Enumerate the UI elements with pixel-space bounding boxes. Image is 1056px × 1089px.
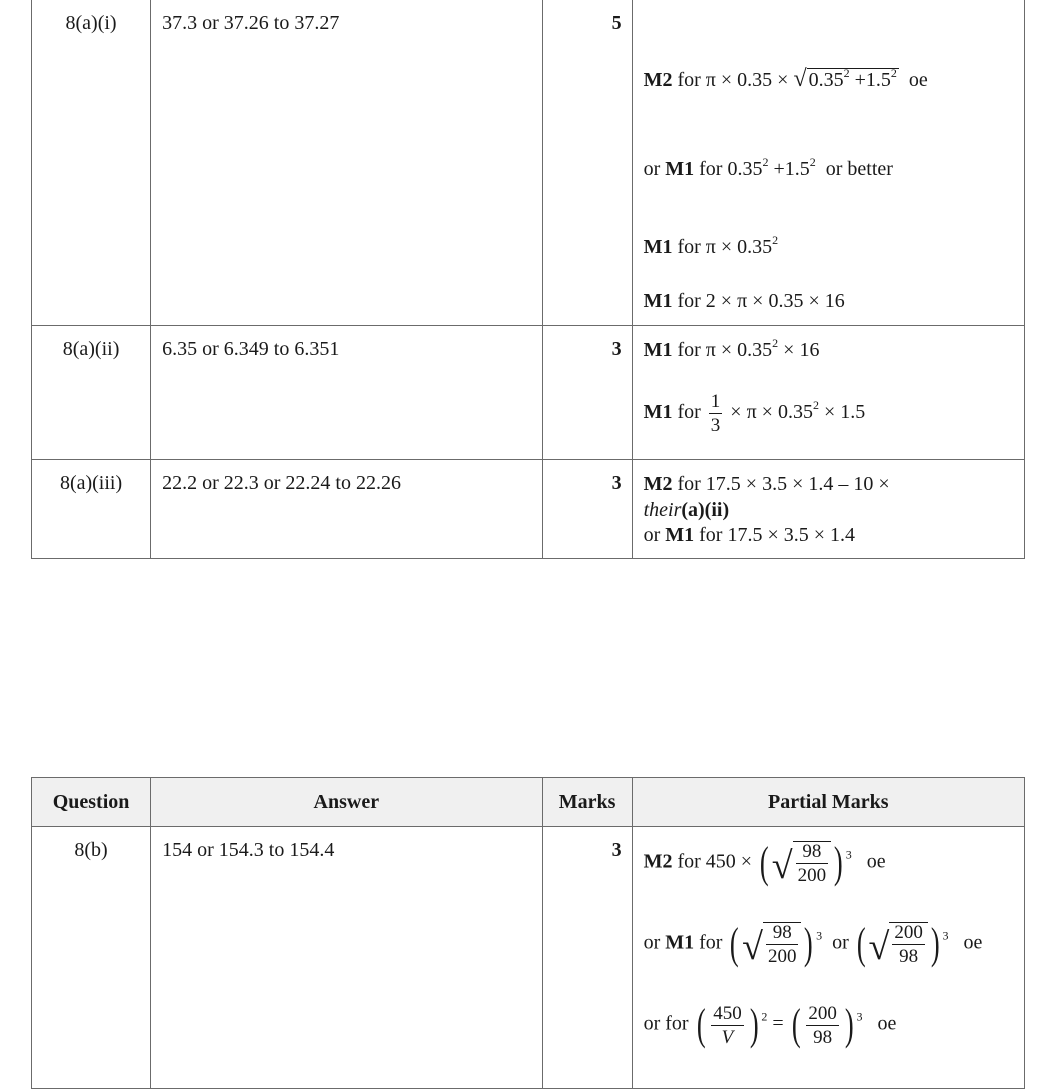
table-header-row	[32, 778, 1025, 827]
marks-cell: 3	[542, 326, 632, 460]
partial-mark-line: M1 for $\frac{1}{3}$ × $\pi \times 0.35^2 \times 1.5$	[643, 391, 866, 436]
partial-mark-line: M1 for $\pi \times 0.35^2 \times 16$	[643, 336, 820, 361]
header-marks: Marks	[542, 778, 632, 827]
partial-marks-cell	[632, 326, 1024, 460]
partial-marks-cell	[632, 460, 1024, 559]
header-question: Question	[32, 778, 151, 827]
partial-marks-cell	[632, 0, 1024, 326]
mark-scheme-table-bottom	[31, 777, 1025, 1089]
header-answer: Answer	[151, 778, 542, 827]
table-row	[32, 460, 1025, 559]
table-row	[32, 326, 1025, 460]
answer-cell: 6.35 or 6.349 to 6.351	[151, 326, 542, 460]
partial-mark-line: or M1 for ( √ $\frac{98}{200}$ ) $^3$ or ( √ $\frac{200}{98}$ ) $^3$ oe	[643, 919, 983, 968]
question-cell: 8(b)	[32, 827, 151, 1089]
partial-marks-cell	[632, 827, 1024, 1089]
partial-mark-line: their(a)(ii)	[643, 499, 730, 521]
header-partial-marks: Partial Marks	[632, 778, 1024, 827]
answer-cell: 154 or 154.3 to 154.4	[151, 827, 542, 1089]
question-cell: 8(a)(i)	[32, 0, 151, 326]
marks-cell: 3	[542, 827, 632, 1089]
partial-mark-line: M2 for 17.5 × 3.5 × 1.4 – 10 ×	[643, 473, 890, 495]
partial-mark-line: or M1 for 17.5 × 3.5 × 1.4	[643, 524, 856, 546]
partial-mark-line: M2 for π × 0.35 × √ $0.35^2 +1.5^2$ oe	[643, 66, 928, 92]
answer-cell: 37.3 or 37.26 to 37.27	[151, 0, 542, 326]
question-cell: 8(a)(iii)	[32, 460, 151, 559]
partial-mark-line: or M1 for $0.35^2 +1.5^2$ or better	[643, 155, 893, 180]
partial-mark-line: M2 for 450 × ( √ $\frac{98}{200}$ ) $^3$ oe	[643, 838, 886, 887]
marks-cell: 3	[542, 460, 632, 559]
table-row	[32, 0, 1025, 326]
partial-mark-line: or for ( $\frac{450}{V}$ ) $^2$ = ( $\frac{200}{98}$ ) $^3$ oe	[643, 1000, 897, 1049]
marks-cell: 5	[542, 0, 632, 326]
mark-scheme-table-top	[31, 0, 1025, 559]
table-row	[32, 827, 1025, 1089]
question-cell: 8(a)(ii)	[32, 326, 151, 460]
partial-mark-line: M1 for $\pi \times 0.35^2$	[643, 233, 779, 258]
partial-mark-line: M1 for 2 × π × 0.35 × 16	[643, 290, 845, 312]
answer-cell: 22.2 or 22.3 or 22.24 to 22.26	[151, 460, 542, 559]
